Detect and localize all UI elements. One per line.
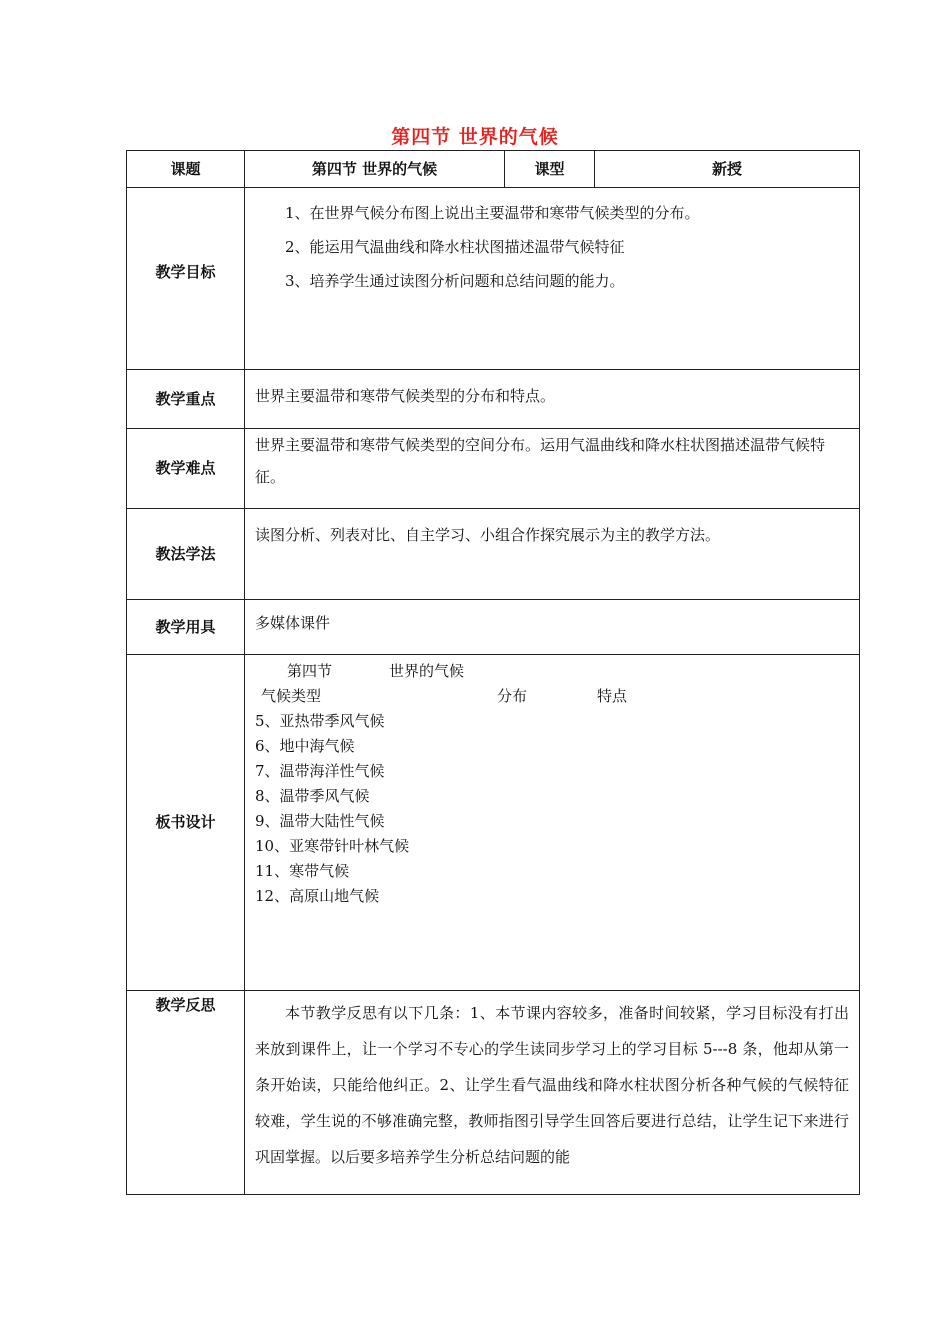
tools-text: 多媒体课件 <box>245 600 860 655</box>
methods-row <box>127 509 860 600</box>
board-label: 板书设计 <box>127 655 245 991</box>
topic-value: 第四节 世界的气候 <box>245 151 505 188</box>
board-content <box>245 655 860 991</box>
difficulty-text: 世界主要温带和寒带气候类型的空间分布。运用气温曲线和降水柱状图描述温带气候特征。 <box>245 429 860 509</box>
board-title: 世界的气候 <box>389 662 465 680</box>
board-columns <box>255 684 859 709</box>
header-row <box>127 151 860 188</box>
difficulty-row <box>127 429 860 509</box>
reflection-content <box>245 991 860 1195</box>
lesson-plan-table <box>126 150 860 1195</box>
board-item: 9、温带大陆性气候 <box>255 812 385 830</box>
goals-content <box>245 188 860 370</box>
board-item: 12、高原山地气候 <box>255 887 380 905</box>
tools-label: 教学用具 <box>127 600 245 655</box>
board-col-type: 气候类型 <box>261 687 322 705</box>
board-section: 第四节 <box>287 662 333 680</box>
topic-label: 课题 <box>127 151 245 188</box>
board-item: 11、寒带气候 <box>255 862 350 880</box>
board-col-feat: 特点 <box>597 687 628 705</box>
document-title: 第四节 世界的气候 <box>391 126 559 148</box>
methods-text: 读图分析、列表对比、自主学习、小组合作探究展示为主的教学方法。 <box>245 509 860 600</box>
board-item: 6、地中海气候 <box>255 737 355 755</box>
board-item: 8、温带季风气候 <box>255 787 370 805</box>
goal-item: 3、培养学生通过读图分析问题和总结问题的能力。 <box>285 272 625 290</box>
difficulty-label: 教学难点 <box>127 429 245 509</box>
reflection-label: 教学反思 <box>127 991 245 1195</box>
focus-row <box>127 370 860 429</box>
type-label: 课型 <box>505 151 595 188</box>
board-heading <box>255 659 859 684</box>
goal-item: 2、能运用气温曲线和降水柱状图描述温带气候特征 <box>285 238 625 256</box>
reflection-text: 本节教学反思有以下几条：1、本节课内容较多，准备时间较紧，学习目标没有打出来放到课件上，让一个学习不专心的学生读同步学习上的学习目标 5---8 条，他却从第一条开始读，只能给他纠正。2、让学生看气温曲线和降水柱状图分析各种气候的气候特征较难，学生说的不够准确完整，教师指图引导学生回答后要进行总结，让学生记下来进行巩固掌握。以后要多培养学生分析总结问题的能 <box>255 1004 849 1166</box>
board-item: 7、温带海洋性气候 <box>255 762 385 780</box>
goals-label: 教学目标 <box>127 188 245 370</box>
board-item: 5、亚热带季风气候 <box>255 712 385 730</box>
focus-text: 世界主要温带和寒带气候类型的分布和特点。 <box>245 370 860 429</box>
goals-row <box>127 188 860 370</box>
type-value: 新授 <box>595 151 860 188</box>
methods-label: 教法学法 <box>127 509 245 600</box>
goal-item: 1、在世界气候分布图上说出主要温带和寒带气候类型的分布。 <box>285 204 700 222</box>
board-row <box>127 655 860 991</box>
board-col-dist: 分布 <box>497 687 528 705</box>
board-item: 10、亚寒带针叶林气候 <box>255 837 410 855</box>
focus-label: 教学重点 <box>127 370 245 429</box>
tools-row <box>127 600 860 655</box>
reflection-row <box>127 991 860 1195</box>
